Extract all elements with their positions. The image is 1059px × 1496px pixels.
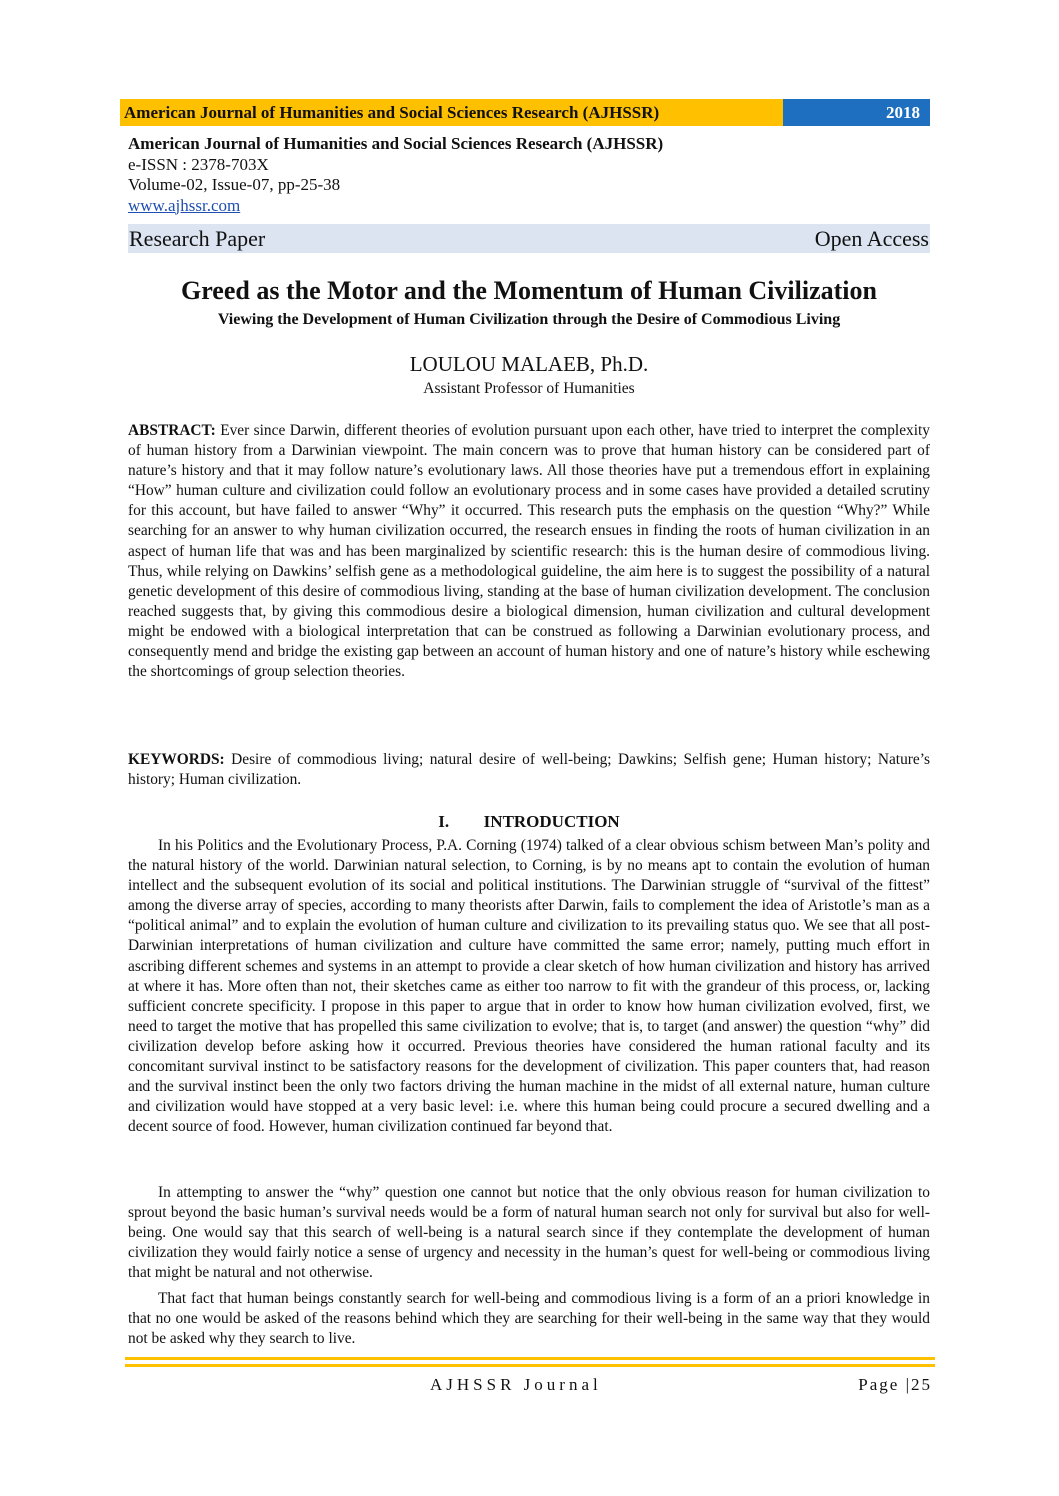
paper-type-label: Research Paper xyxy=(129,225,266,251)
keywords-text: Desire of commodious living; natural desire of well-being; Dawkins; Selfish gene; Human history; Nature’s history; Human civilization. xyxy=(128,751,930,789)
journal-header-bar xyxy=(120,99,930,126)
section-heading xyxy=(128,812,930,832)
author-name: LOULOU MALAEB, Ph.D. xyxy=(409,352,649,376)
intro-paragraph: In his Politics and the Evolutionary Process, P.A. Corning (1974) talked of a clear obvious schism between Man’s polity and the natural history of the world. Darwinian natural selection, to Corning, is by no means apt to contain the evolution of human intellect and the subsequent evolution of its social and political institutions. The Darwinian struggle of “survival of the fittest” among the diverse array of species, according to many theorists after Darwin, fails to complement the idea of Aristotle’s man as a “political animal” and to explain the evolution of human culture and civilization to its prevailing status quo. We see that all post-Darwinian interpretations of human civilization and culture have committed the same error; namely, putting much effort in ascribing different schemes and systems in an attempt to provide a clear sketch of how human civilization and history has arrived at where it has. More often than not, their sketches came as either too narrow to fit with the grandeur of this process, or, lacking sufficient concrete specificity. I propose in this paper to argue that in order to know how human civilization evolved, first, we need to target the motive that has propelled this same civilization to evolve; that is, to target (and answer) the question “why” did civilization develop before asking how it occurred. Previous theories have considered the human rational faculty and its concomitant survival instinct to be satisfactory reasons for the development of civilization. This paper counters that, had reason and the survival instinct been the only two factors driving the human machine in the midst of all external nature, human culture and civilization would have stopped at a very basic level: i.e. where this human being could procure a secured dwelling and a decent source of food. However, human civilization continued far beyond that. xyxy=(128,837,930,1136)
journal-meta xyxy=(128,134,928,216)
open-access-label: Open Access xyxy=(814,225,929,251)
keywords-label: KEYWORDS: xyxy=(128,751,225,768)
page-number: Page |25 xyxy=(858,1375,932,1394)
journal-website-link[interactable]: www.ajhssr.com xyxy=(128,195,241,215)
meta-issn: e-ISSN : 2378-703X xyxy=(128,154,269,174)
abstract-label: ABSTRACT: xyxy=(128,422,216,439)
intro-paragraph: In attempting to answer the “why” question one cannot but notice that the only obvious reason for human civilization to sprout beyond the basic human’s survival needs would be a form of natural human search not only for survival but also for well-being. One would say that this search of well-being is a natural search since if they contemplate the development of human civilization they would fairly notice a sense of urgency and necessity in the human’s quest for well-being or commodious living that might be natural and not otherwise. xyxy=(128,1184,930,1282)
footer-rule xyxy=(125,1364,935,1367)
footer-rule xyxy=(125,1357,935,1360)
meta-journal-name: American Journal of Humanities and Social Sciences Research (AJHSSR) xyxy=(128,134,664,153)
intro-paragraph: That fact that human beings constantly search for well-being and commodious living is a form of an a priori knowledge in that no one would be asked of the reasons behind which they are searching for their well-being in the same way that they would not be asked why they search to live. xyxy=(128,1290,930,1348)
abstract-text: Ever since Darwin, different theories of evolution pursuant upon each other, have tried to interpret the complexity of human history from a Darwinian viewpoint. The main concern was to prove that human history can be considered part of nature’s history and that it may follow nature’s evolutionary laws. All those theories have put a tremendous effort in explaining “How” human culture and civilization could follow an evolutionary process and in some cases have provided a detailed scrutiny for this account, but have failed to answer “Why” it occurred. This research puts the emphasis on the question “Why?” While searching for an answer to why human civilization occurred, the research ensues in finding the roots of human civilization in an aspect of human life that was and has been marginalized by scientific research: this is the human desire of commodious living. Thus, while relying on Dawkins’ selfish gene as a methodological guideline, the aim here is to suggest the possibility of a natural genetic development of this desire of commodious living, standing at the base of human civilization development. The conclusion reached suggests that, by giving this commodious desire a biological dimension, human civilization and cultural development might be endowed with a biological interpretation that can be construed as following a Darwinian evolutionary process, and consequently mend and bridge the existing gap between an account of human history and one of nature’s history while eschewing the shortcomings of group selection theories. xyxy=(128,422,930,681)
header-journal-name: American Journal of Humanities and Social Sciences Research (AJHSSR) xyxy=(120,99,783,126)
author-affiliation: Assistant Professor of Humanities xyxy=(423,380,635,397)
section-title: INTRODUCTION xyxy=(483,812,620,831)
paper-type-bar xyxy=(128,224,930,253)
meta-volume: Volume-02, Issue-07, pp-25-38 xyxy=(128,175,341,194)
section-number: I. xyxy=(438,812,450,831)
abstract xyxy=(128,421,930,682)
paper-subtitle: Viewing the Development of Human Civilization through the Desire of Commodious Living xyxy=(217,311,841,328)
footer-journal: AJHSSR Journal xyxy=(430,1375,602,1394)
keywords xyxy=(128,750,930,790)
header-year: 2018 xyxy=(783,99,930,126)
paper-title: Greed as the Motor and the Momentum of Human Civilization xyxy=(181,276,877,305)
